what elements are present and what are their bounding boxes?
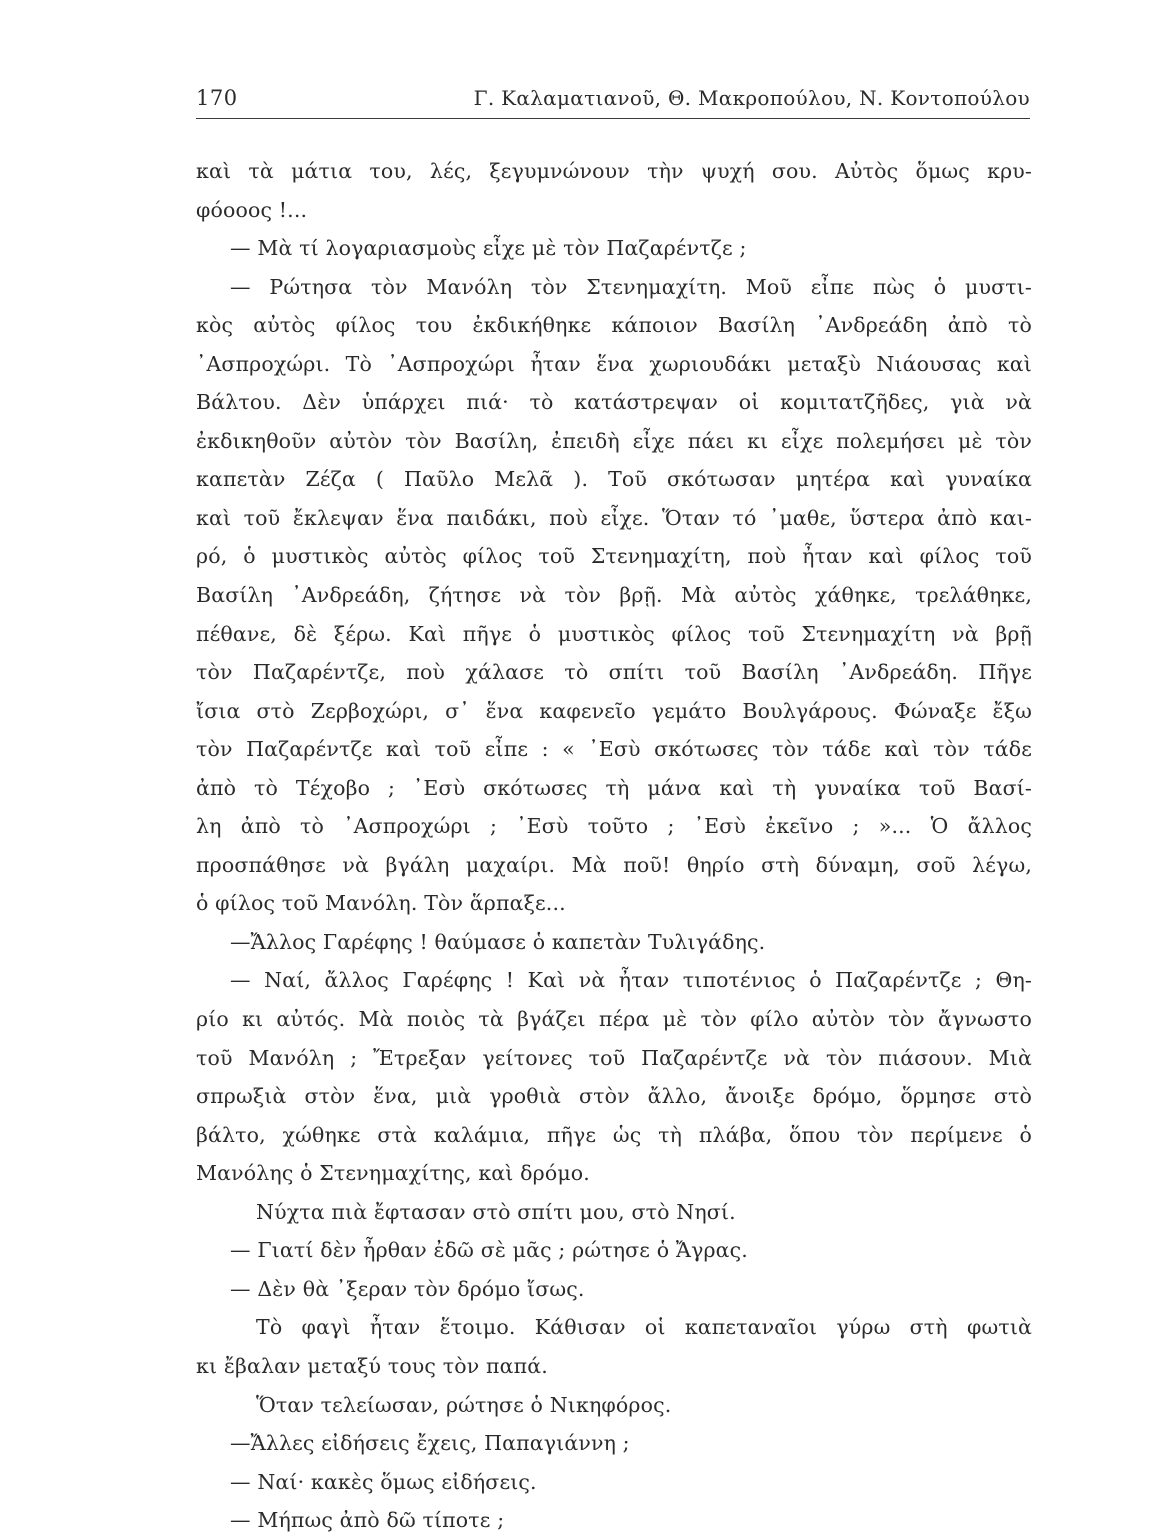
page-number: 170 bbox=[196, 86, 238, 110]
text-line: ἴσια στὸ Ζερβοχώρι, σ᾿ ἕνα καφενεῖο γεμάτο Βουλγάρους. Φώναξε ἔξω bbox=[196, 698, 1032, 723]
text-line: Ὅταν τελείωσαν, ρώτησε ὁ Νικηφόρος. bbox=[256, 1392, 672, 1417]
text-line: τὸν Παζαρέντζε καὶ τοῦ εἶπε : « ᾿Εσὺ σκότωσες τὸν τάδε καὶ τὸν τάδε bbox=[196, 737, 1032, 762]
text-line: βάλτο, χώθηκε στὰ καλάμια, πῆγε ὡς τὴ πλάβα, ὅπου τὸν περίμενε ὁ bbox=[196, 1122, 1032, 1147]
text-line: καὶ τοῦ ἔκλεψαν ἕνα παιδάκι, ποὺ εἶχε. Ὅταν τό ᾿μαθε, ὕστερα ἀπὸ και- bbox=[196, 505, 1032, 530]
text-line: τοῦ Μανόλη ; Ἔτρεξαν γείτονες τοῦ Παζαρέντζε νὰ τὸν πιάσουν. Μιὰ bbox=[196, 1045, 1032, 1070]
text-line: Βάλτου. Δὲν ὑπάρχει πιά· τὸ κατάστρεψαν οἱ κομιτατζῆδες, γιὰ νὰ bbox=[196, 390, 1032, 415]
text-line: κι ἔβαλαν μεταξύ τους τὸν παπά. bbox=[196, 1353, 548, 1378]
text-line: — Ρώτησα τὸν Μανόλη τὸν Στενημαχίτη. Μοῦ εἶπε πὼς ὁ μυστι- bbox=[230, 274, 1032, 299]
text-line: — Μήπως ἀπὸ δῶ τίποτε ; bbox=[230, 1508, 505, 1533]
text-line: κὸς αὐτὸς φίλος του ἐκδικήθηκε κάποιον Βασίλη ᾿Ανδρεάδη ἀπὸ τὸ bbox=[196, 313, 1032, 338]
running-header bbox=[196, 81, 1030, 115]
text-line: ἐκδικηθοῦν αὐτὸν τὸν Βασίλη, ἐπειδὴ εἶχε πάει κι εἶχε πολεμήσει μὲ τὸν bbox=[196, 428, 1032, 453]
text-line: φόοοος !... bbox=[196, 197, 308, 222]
text-line: Τὸ φαγὶ ἦταν ἕτοιμο. Κάθισαν οἱ καπεταναῖοι γύρω στὴ φωτιὰ bbox=[256, 1315, 1032, 1340]
text-line: Μανόλης ὁ Στενημαχίτης, καὶ δρόμο. bbox=[196, 1161, 590, 1186]
text-line: προσπάθησε νὰ βγάλη μαχαίρι. Μὰ ποῦ! θηρίο στὴ δύναμη, σοῦ λέγω, bbox=[196, 852, 1032, 877]
text-line: τὸν Παζαρέντζε, ποὺ χάλασε τὸ σπίτι τοῦ Βασίλη ᾿Ανδρεάδη. Πῆγε bbox=[196, 660, 1032, 685]
text-line: λη ἀπὸ τὸ ᾿Ασπροχώρι ; ᾿Εσὺ τοῦτο ; ᾿Εσὺ ἐκεῖνο ; »... Ὁ ἄλλος bbox=[196, 814, 1032, 839]
text-line: — Γιατί δὲν ἦρθαν ἐδῶ σὲ μᾶς ; ρώτησε ὁ Ἄγρας. bbox=[230, 1238, 748, 1263]
text-line: καὶ τὰ μάτια του, λές, ξεγυμνώνουν τὴν ψυχή σου. Αὐτὸς ὅμως κρυ- bbox=[196, 159, 1032, 183]
text-line: —Ἄλλος Γαρέφης ! θαύμασε ὁ καπετὰν Τυλιγάδης. bbox=[230, 929, 766, 954]
text-line: ὁ φίλος τοῦ Μανόλη. Τὸν ἅρπαξε... bbox=[196, 891, 566, 916]
text-line: ρίο κι αὐτός. Μὰ ποιὸς τὰ βγάζει πέρα μὲ τὸν φίλο αὐτὸν τὸν ἄγνωστο bbox=[196, 1007, 1032, 1032]
text-line: Νύχτα πιὰ ἔφτασαν στὸ σπίτι μου, στὸ Νησί. bbox=[256, 1199, 736, 1224]
text-line: — Ναί, ἄλλος Γαρέφης ! Καὶ νὰ ἦταν τιποτένιος ὁ Παζαρέντζε ; Θη- bbox=[230, 968, 1032, 993]
header-authors: Γ. Καλαματιανοῦ, Θ. Μακροπούλου, Ν. Κοντοπούλου bbox=[473, 86, 1030, 110]
text-line: πέθανε, δὲ ξέρω. Καὶ πῆγε ὁ μυστικὸς φίλος τοῦ Στενημαχίτη νὰ βρῇ bbox=[196, 621, 1032, 646]
text-line: — Δὲν θὰ ᾿ξεραν τὸν δρόμο ἴσως. bbox=[230, 1276, 585, 1301]
text-line: Βασίλη ᾿Ανδρεάδη, ζήτησε νὰ τὸν βρῇ. Μὰ αὐτὸς χάθηκε, τρελάθηκε, bbox=[196, 583, 1032, 608]
body-text bbox=[196, 152, 1032, 1540]
text-line: —Ἄλλες εἰδήσεις ἔχεις, Παπαγιάννη ; bbox=[230, 1431, 630, 1456]
text-line: — Ναί· κακὲς ὅμως εἰδήσεις. bbox=[230, 1469, 537, 1494]
text-line: σπρωξιὰ στὸν ἕνα, μιὰ γροθιὰ στὸν ἄλλο, ἄνοιξε δρόμο, ὅρμησε στὸ bbox=[196, 1084, 1032, 1109]
text-line: — Μὰ τί λογαριασμοὺς εἶχε μὲ τὸν Παζαρέντζε ; bbox=[230, 236, 747, 261]
text-line: καπετὰν Ζέζα ( Παῦλο Μελᾶ ). Τοῦ σκότωσαν μητέρα καὶ γυναίκα bbox=[196, 467, 1032, 492]
text-line: ἀπὸ τὸ Τέχοβο ; ᾿Εσὺ σκότωσες τὴ μάνα καὶ τὴ γυναίκα τοῦ Βασί- bbox=[196, 775, 1032, 800]
text-line: ᾿Ασπροχώρι. Τὸ ᾿Ασπροχώρι ἦταν ἕνα χωριουδάκι μεταξὺ Νιάουσας καὶ bbox=[196, 351, 1032, 376]
header-rule bbox=[196, 118, 1030, 119]
text-line: ρό, ὁ μυστικὸς αὐτὸς φίλος τοῦ Στενημαχίτη, ποὺ ἦταν καὶ φίλος τοῦ bbox=[196, 544, 1032, 569]
